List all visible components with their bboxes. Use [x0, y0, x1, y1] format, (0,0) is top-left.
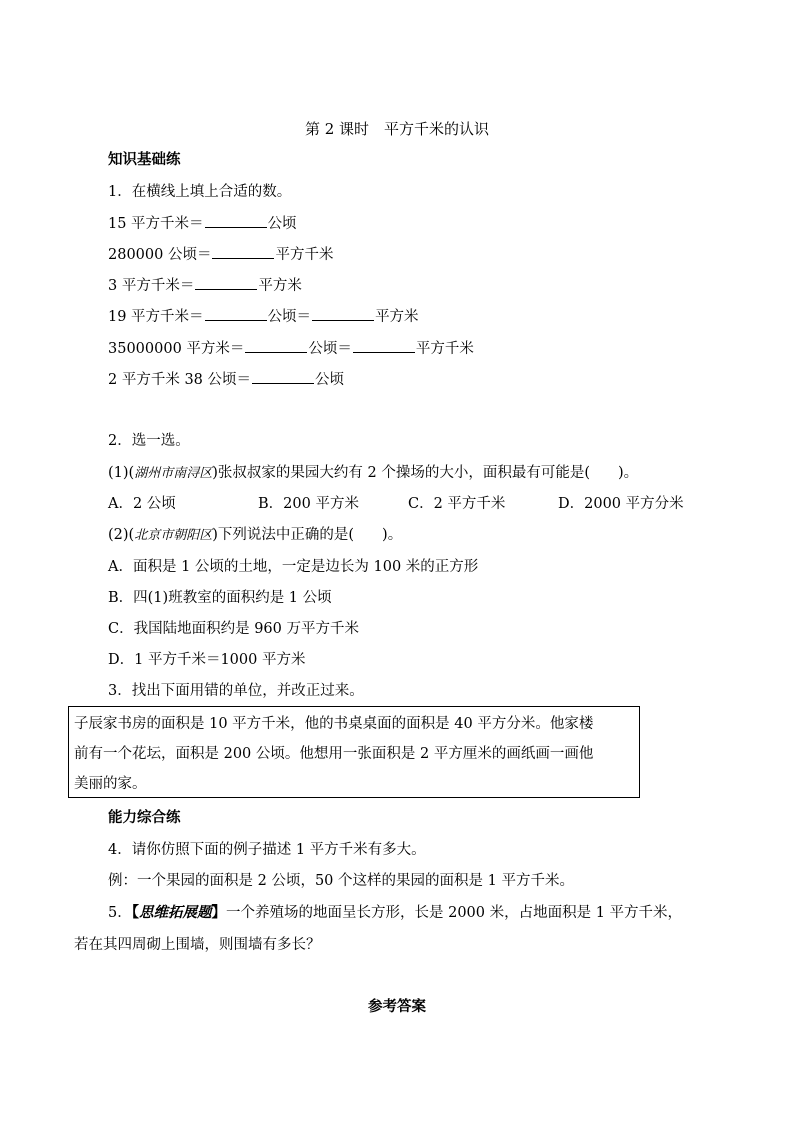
option-d[interactable]: D．1 平方千米＝1000 平方米	[108, 652, 306, 668]
fill-line-2	[108, 244, 333, 265]
fill-line-4	[108, 306, 419, 327]
source-label: 北京市朝阳区	[134, 528, 213, 543]
answer-blank[interactable]	[353, 338, 415, 353]
fill-line-6	[108, 369, 344, 390]
sub-number: (2)(	[108, 527, 135, 543]
question-number: 5．	[108, 905, 132, 921]
answer-blank[interactable]	[205, 306, 267, 321]
option-c[interactable]: C．我国陆地面积约是 960 万平方千米	[108, 621, 359, 637]
fill-text: 2 平方千米 38 公顷＝	[108, 372, 252, 388]
sub-end: )。	[617, 465, 639, 481]
question-2-sub-1-options	[108, 494, 684, 514]
question-tag: 思维拓展题	[138, 904, 212, 921]
option-d[interactable]: D．2000 平方分米	[558, 496, 684, 512]
sub-end: )。	[382, 527, 403, 543]
question-4-stem: 4．请你仿照下面的例子描述 1 平方千米有多大。	[108, 842, 426, 858]
fill-text: 平方千米	[275, 247, 334, 263]
fill-text: 平方米	[375, 309, 419, 325]
answer-blank[interactable]	[195, 275, 257, 290]
fill-line-5	[108, 338, 474, 359]
page-title: 第 2 课时 平方千米的认识	[304, 120, 490, 138]
question-1-stem: 1．在横线上填上合适的数。	[108, 184, 292, 200]
fill-text: 19 平方千米＝	[108, 309, 204, 325]
fill-text: 公顷＝	[267, 309, 312, 325]
tag-bracket-open: 【	[131, 904, 139, 921]
fill-text: 平方千米	[415, 341, 474, 357]
fill-line-1	[108, 213, 297, 234]
question-2-sub-2	[108, 525, 402, 546]
answers-heading: 参考答案	[368, 998, 426, 1015]
question-2-stem: 2．选一选。	[108, 433, 190, 449]
answer-blank[interactable]	[312, 306, 374, 321]
tag-bracket-close: 】	[211, 904, 226, 921]
fill-text: 15 平方千米＝	[108, 216, 204, 232]
question-5-line-2: 若在其四周砌上围墙，则围墙有多长？	[74, 937, 321, 953]
answer-blank[interactable]	[252, 369, 314, 384]
box-line-2: 前有一个花坛，面积是 200 公顷。他想用一张面积是 2 平方厘米的画纸画一画他	[74, 746, 594, 762]
fill-text: 公顷	[267, 216, 297, 232]
fill-line-3	[108, 275, 302, 296]
option-c[interactable]: C．2 平方千米	[408, 496, 506, 512]
sub-text: )下列说法中正确的是(	[212, 527, 355, 543]
option-a[interactable]: A．面积是 1 公顷的土地，一定是边长为 100 米的正方形	[108, 559, 479, 575]
fill-text: 平方米	[258, 278, 302, 294]
box-line-1: 子辰家书房的面积是 10 平方千米，他的书桌桌面的面积是 40 平方分米。他家楼	[74, 716, 594, 732]
answer-blank[interactable]	[245, 338, 307, 353]
sub-text: )张叔叔家的果园大约有 2 个操场的大小，面积最有可能是(	[212, 465, 590, 481]
question-3-stem: 3．找出下面用错的单位，并改正过来。	[108, 683, 364, 699]
section-heading-basic: 知识基础练	[108, 151, 181, 168]
fill-text: 公顷＝	[308, 341, 352, 357]
source-label: 湖州市南浔区	[134, 466, 213, 481]
answer-blank[interactable]	[205, 213, 267, 228]
option-b[interactable]: B．四(1)班教室的面积约是 1 公顷	[108, 590, 332, 606]
fill-text: 35000000 平方米＝	[108, 341, 245, 357]
sub-number: (1)(	[108, 465, 135, 481]
fill-text: 280000 公顷＝	[108, 247, 212, 263]
question-2-sub-1	[108, 463, 638, 484]
fill-text: 公顷	[315, 372, 345, 388]
answer-blank[interactable]	[212, 244, 274, 259]
option-a[interactable]: A．2 公顷	[108, 496, 176, 512]
question-5-text: 一个养殖场的地面呈长方形，长是 2000 米，占地面积是 1 平方千米，	[225, 905, 683, 921]
question-4-example: 例：一个果园的面积是 2 公顷，50 个这样的果园的面积是 1 平方千米。	[108, 873, 574, 889]
section-heading-ability: 能力综合练	[108, 809, 181, 826]
question-5-line-1	[108, 903, 682, 923]
fill-text: 3 平方千米＝	[108, 278, 195, 294]
option-b[interactable]: B．200 平方米	[258, 496, 359, 512]
box-line-3: 美丽的家。	[74, 776, 147, 792]
